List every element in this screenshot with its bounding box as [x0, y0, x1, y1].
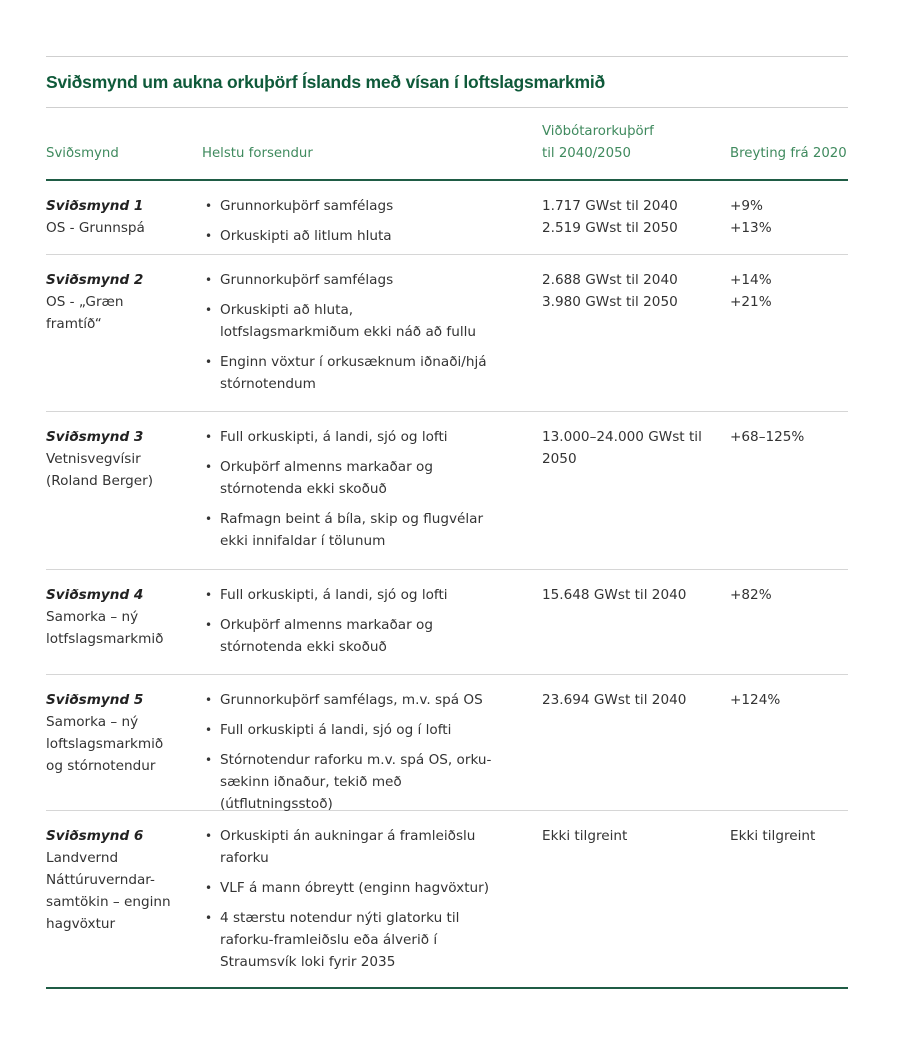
- assumptions-list: [202, 689, 502, 815]
- change-value: +82%: [730, 587, 772, 603]
- change-cell: [730, 269, 848, 411]
- header-scenario: Sviðsmynd: [46, 146, 119, 161]
- scenario-cell: [46, 584, 202, 674]
- scenario-name: Sviðsmynd 2: [46, 272, 144, 288]
- additional-energy-cell: [542, 584, 730, 674]
- scenario-source: Landvernd: [46, 850, 119, 866]
- scenario-cell: [46, 825, 202, 987]
- scenario-name: Sviðsmynd 5: [46, 692, 144, 708]
- table-row: [46, 412, 848, 570]
- assumptions-list: [202, 825, 492, 973]
- change-value: +14%: [730, 272, 772, 288]
- scenario-source: OS - „Græn: [46, 294, 124, 310]
- energy-value: 1.717 GWst til 2040: [542, 198, 678, 214]
- header-change: Breyting frá 2020: [730, 146, 847, 161]
- assumption-item: • Orkuþörf almenns markaðar og stórnotenda ekki skoðuð: [202, 614, 492, 658]
- table-row: [46, 811, 848, 989]
- change-value: Ekki tilgreint: [730, 828, 816, 844]
- header-assumptions: Helstu forsendur: [202, 146, 313, 161]
- additional-energy-cell: [542, 689, 730, 810]
- scenario-source: Vetnisvegvísir: [46, 451, 141, 467]
- energy-value: 15.648 GWst til 2040: [542, 587, 687, 603]
- energy-value: 23.694 GWst til 2040: [542, 692, 687, 708]
- scenario-source: loftslagsmarkmið: [46, 736, 164, 752]
- scenario-source: framtíð“: [46, 316, 102, 332]
- table-body: [46, 181, 848, 989]
- scenario-name: Sviðsmynd 6: [46, 828, 144, 844]
- scenario-name: Sviðsmynd 4: [46, 587, 144, 603]
- assumption-item: • Stórnotendur raforku m.v. spá OS, orku-sækinn iðnaður, tekið með (útflutningsstoð): [202, 749, 502, 815]
- assumption-item: • Orkuskipti án aukningar á framleiðslu raforku: [202, 825, 492, 869]
- scenario-source: (Roland Berger): [46, 473, 154, 489]
- additional-energy-cell: [542, 195, 730, 254]
- change-cell: [730, 825, 848, 987]
- assumptions-list: [202, 584, 492, 658]
- table-row: [46, 675, 848, 811]
- table-row: [46, 181, 848, 255]
- change-cell: [730, 195, 848, 254]
- assumption-item: • Rafmagn beint á bíla, skip og flugvélar ekki innifaldar í tölunum: [202, 508, 492, 552]
- table-row: [46, 255, 848, 412]
- assumptions-cell: [202, 195, 542, 254]
- scenario-source: Samorka – ný: [46, 714, 139, 730]
- energy-value: 2.519 GWst til 2050: [542, 220, 678, 236]
- change-cell: [730, 426, 848, 569]
- scenario-source: Náttúruverndar-: [46, 872, 155, 888]
- assumptions-cell: [202, 689, 542, 810]
- change-cell: [730, 584, 848, 674]
- energy-value: 3.980 GWst til 2050: [542, 294, 678, 310]
- scenario-source: og stórnotendur: [46, 758, 156, 774]
- header-additional-line2: til 2040/2050: [542, 146, 631, 161]
- change-value: +13%: [730, 220, 772, 236]
- energy-value: 2050: [542, 451, 577, 467]
- scenario-cell: [46, 195, 202, 254]
- assumption-item: • Grunnorkuþörf samfélags: [202, 269, 492, 291]
- assumption-item: • Full orkuskipti á landi, sjó og í lofti: [202, 719, 502, 741]
- additional-energy-cell: [542, 825, 730, 987]
- assumption-item: • Full orkuskipti, á landi, sjó og lofti: [202, 426, 492, 448]
- table-header: [46, 108, 848, 181]
- scenario-name: Sviðsmynd 3: [46, 429, 144, 445]
- assumption-item: • Orkuskipti að litlum hluta: [202, 225, 492, 247]
- assumption-item: • Orkuskipti að hluta, lotfslagsmarkmiðum ekki náð að fullu: [202, 299, 492, 343]
- table-row: [46, 570, 848, 675]
- assumption-item: • Enginn vöxtur í orkusæknum iðnaði/hjá stórnotendum: [202, 351, 492, 395]
- header-additional-line1: Viðbótarorkuþörf: [542, 124, 654, 139]
- scenario-source: Samorka – ný: [46, 609, 139, 625]
- additional-energy-cell: [542, 269, 730, 411]
- change-value: +124%: [730, 692, 781, 708]
- energy-value: 13.000–24.000 GWst til: [542, 429, 702, 445]
- assumptions-cell: [202, 426, 542, 569]
- assumptions-cell: [202, 269, 542, 411]
- assumption-item: • Grunnorkuþörf samfélags: [202, 195, 492, 217]
- energy-value: 2.688 GWst til 2040: [542, 272, 678, 288]
- additional-energy-cell: [542, 426, 730, 569]
- scenario-cell: [46, 689, 202, 810]
- assumptions-cell: [202, 825, 542, 987]
- scenario-source: samtökin – enginn: [46, 894, 171, 910]
- scenario-source: hagvöxtur: [46, 916, 116, 932]
- scenario-table-container: [46, 56, 848, 989]
- scenario-cell: [46, 269, 202, 411]
- change-value: +9%: [730, 198, 763, 214]
- assumptions-list: [202, 269, 492, 395]
- scenario-source: lotfslagsmarkmið: [46, 631, 164, 647]
- change-value: +68–125%: [730, 429, 805, 445]
- assumption-item: • Full orkuskipti, á landi, sjó og lofti: [202, 584, 492, 606]
- energy-value: Ekki tilgreint: [542, 828, 628, 844]
- scenario-name: Sviðsmynd 1: [46, 198, 144, 214]
- change-value: +21%: [730, 294, 772, 310]
- assumptions-list: [202, 195, 492, 247]
- assumption-item: • Orkuþörf almenns markaðar og stórnotenda ekki skoðuð: [202, 456, 492, 500]
- assumption-item: • VLF á mann óbreytt (enginn hagvöxtur): [202, 877, 492, 899]
- assumption-item: • 4 stærstu notendur nýti glatorku til raforku-framleiðslu eða álverið í Straumsvík loki fyrir 2035: [202, 907, 492, 973]
- assumption-item: • Grunnorkuþörf samfélags, m.v. spá OS: [202, 689, 502, 711]
- table-title: Sviðsmynd um aukna orkuþörf Íslands með vísan í loftslagsmarkmið: [46, 72, 606, 92]
- header-additional-energy: [542, 121, 730, 179]
- assumptions-cell: [202, 584, 542, 674]
- change-cell: [730, 689, 848, 810]
- assumptions-list: [202, 426, 492, 552]
- scenario-cell: [46, 426, 202, 569]
- scenario-source: OS - Grunnspá: [46, 220, 145, 236]
